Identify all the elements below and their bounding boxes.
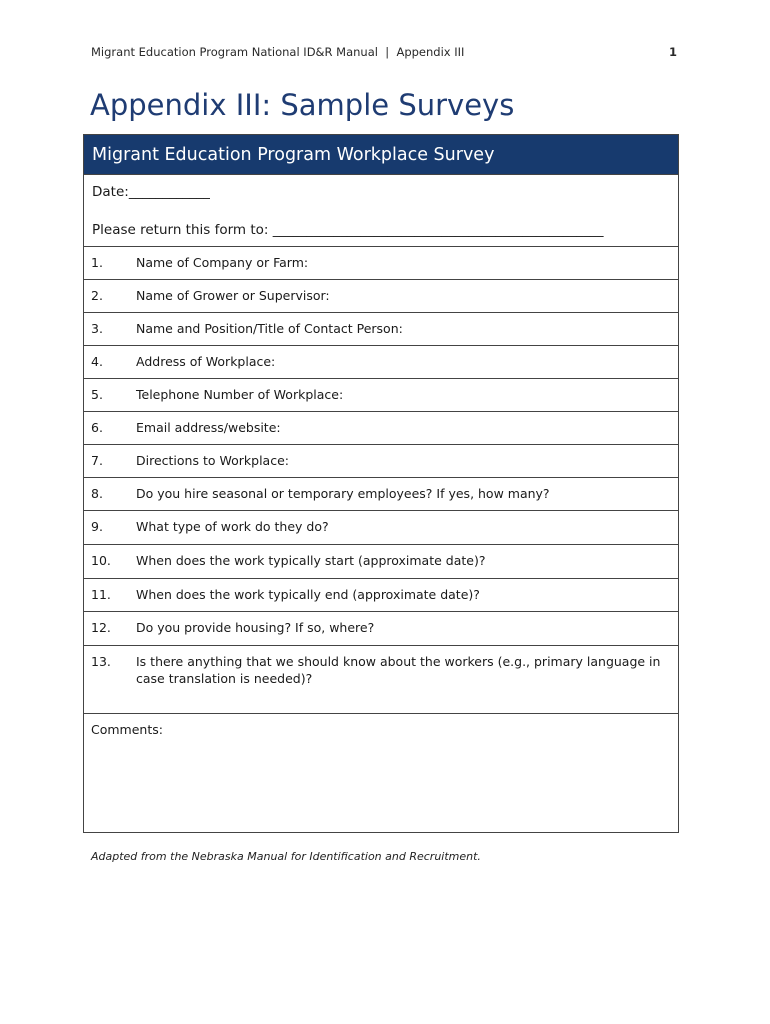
question-row[interactable]	[84, 545, 678, 579]
question-text: Name of Grower or Supervisor:	[136, 288, 330, 303]
page-title: Appendix III: Sample Surveys	[90, 88, 515, 122]
question-number: 1.	[91, 255, 103, 270]
question-text: When does the work typically start (approximate date)?	[136, 553, 486, 568]
question-text: Do you hire seasonal or temporary employees? If yes, how many?	[136, 486, 550, 501]
question-number: 12.	[91, 620, 111, 635]
workplace-survey-form	[83, 134, 679, 833]
question-number: 8.	[91, 486, 103, 501]
question-text: What type of work do they do?	[136, 519, 329, 534]
return-address-field[interactable]: Please return this form to: _________________________________________________	[92, 222, 604, 238]
question-number: 6.	[91, 420, 103, 435]
question-row[interactable]	[84, 313, 678, 346]
survey-title: Migrant Education Program Workplace Survey	[84, 135, 678, 175]
page-number: 1	[668, 45, 677, 59]
question-number: 11.	[91, 587, 111, 602]
question-text: Address of Workplace:	[136, 354, 276, 369]
question-text: Telephone Number of Workplace:	[136, 387, 344, 402]
question-row[interactable]	[84, 445, 678, 478]
question-text: Name of Company or Farm:	[136, 255, 309, 270]
question-number: 5.	[91, 387, 103, 402]
question-row[interactable]	[84, 280, 678, 313]
comments-label: Comments:	[91, 722, 163, 737]
question-number: 2.	[91, 288, 103, 303]
question-number: 9.	[91, 519, 103, 534]
running-header	[91, 45, 677, 59]
question-text: Is there anything that we should know about the workers (e.g., primary language in case translation is needed)?	[136, 654, 661, 686]
date-field[interactable]: Date:____________	[92, 184, 210, 200]
question-text: Name and Position/Title of Contact Person:	[136, 321, 403, 336]
question-number: 13.	[91, 654, 111, 669]
question-row[interactable]	[84, 511, 678, 545]
question-number: 7.	[91, 453, 103, 468]
question-text: Directions to Workplace:	[136, 453, 289, 468]
question-row[interactable]	[84, 346, 678, 379]
question-row[interactable]	[84, 612, 678, 646]
question-row[interactable]	[84, 247, 678, 280]
comments-field[interactable]	[84, 714, 678, 832]
question-row[interactable]	[84, 379, 678, 412]
date-return-block	[84, 175, 678, 247]
question-number: 3.	[91, 321, 103, 336]
question-text: Email address/website:	[136, 420, 281, 435]
question-number: 10.	[91, 553, 111, 568]
source-footnote: Adapted from the Nebraska Manual for Identification and Recruitment.	[91, 850, 481, 863]
question-row[interactable]	[84, 646, 678, 714]
question-row[interactable]	[84, 412, 678, 445]
question-row[interactable]	[84, 478, 678, 511]
question-text: Do you provide housing? If so, where?	[136, 620, 375, 635]
question-number: 4.	[91, 354, 103, 369]
question-row[interactable]	[84, 579, 678, 612]
running-title: Migrant Education Program National ID&R Manual | Appendix III	[91, 45, 465, 59]
question-text: When does the work typically end (approximate date)?	[136, 587, 480, 602]
